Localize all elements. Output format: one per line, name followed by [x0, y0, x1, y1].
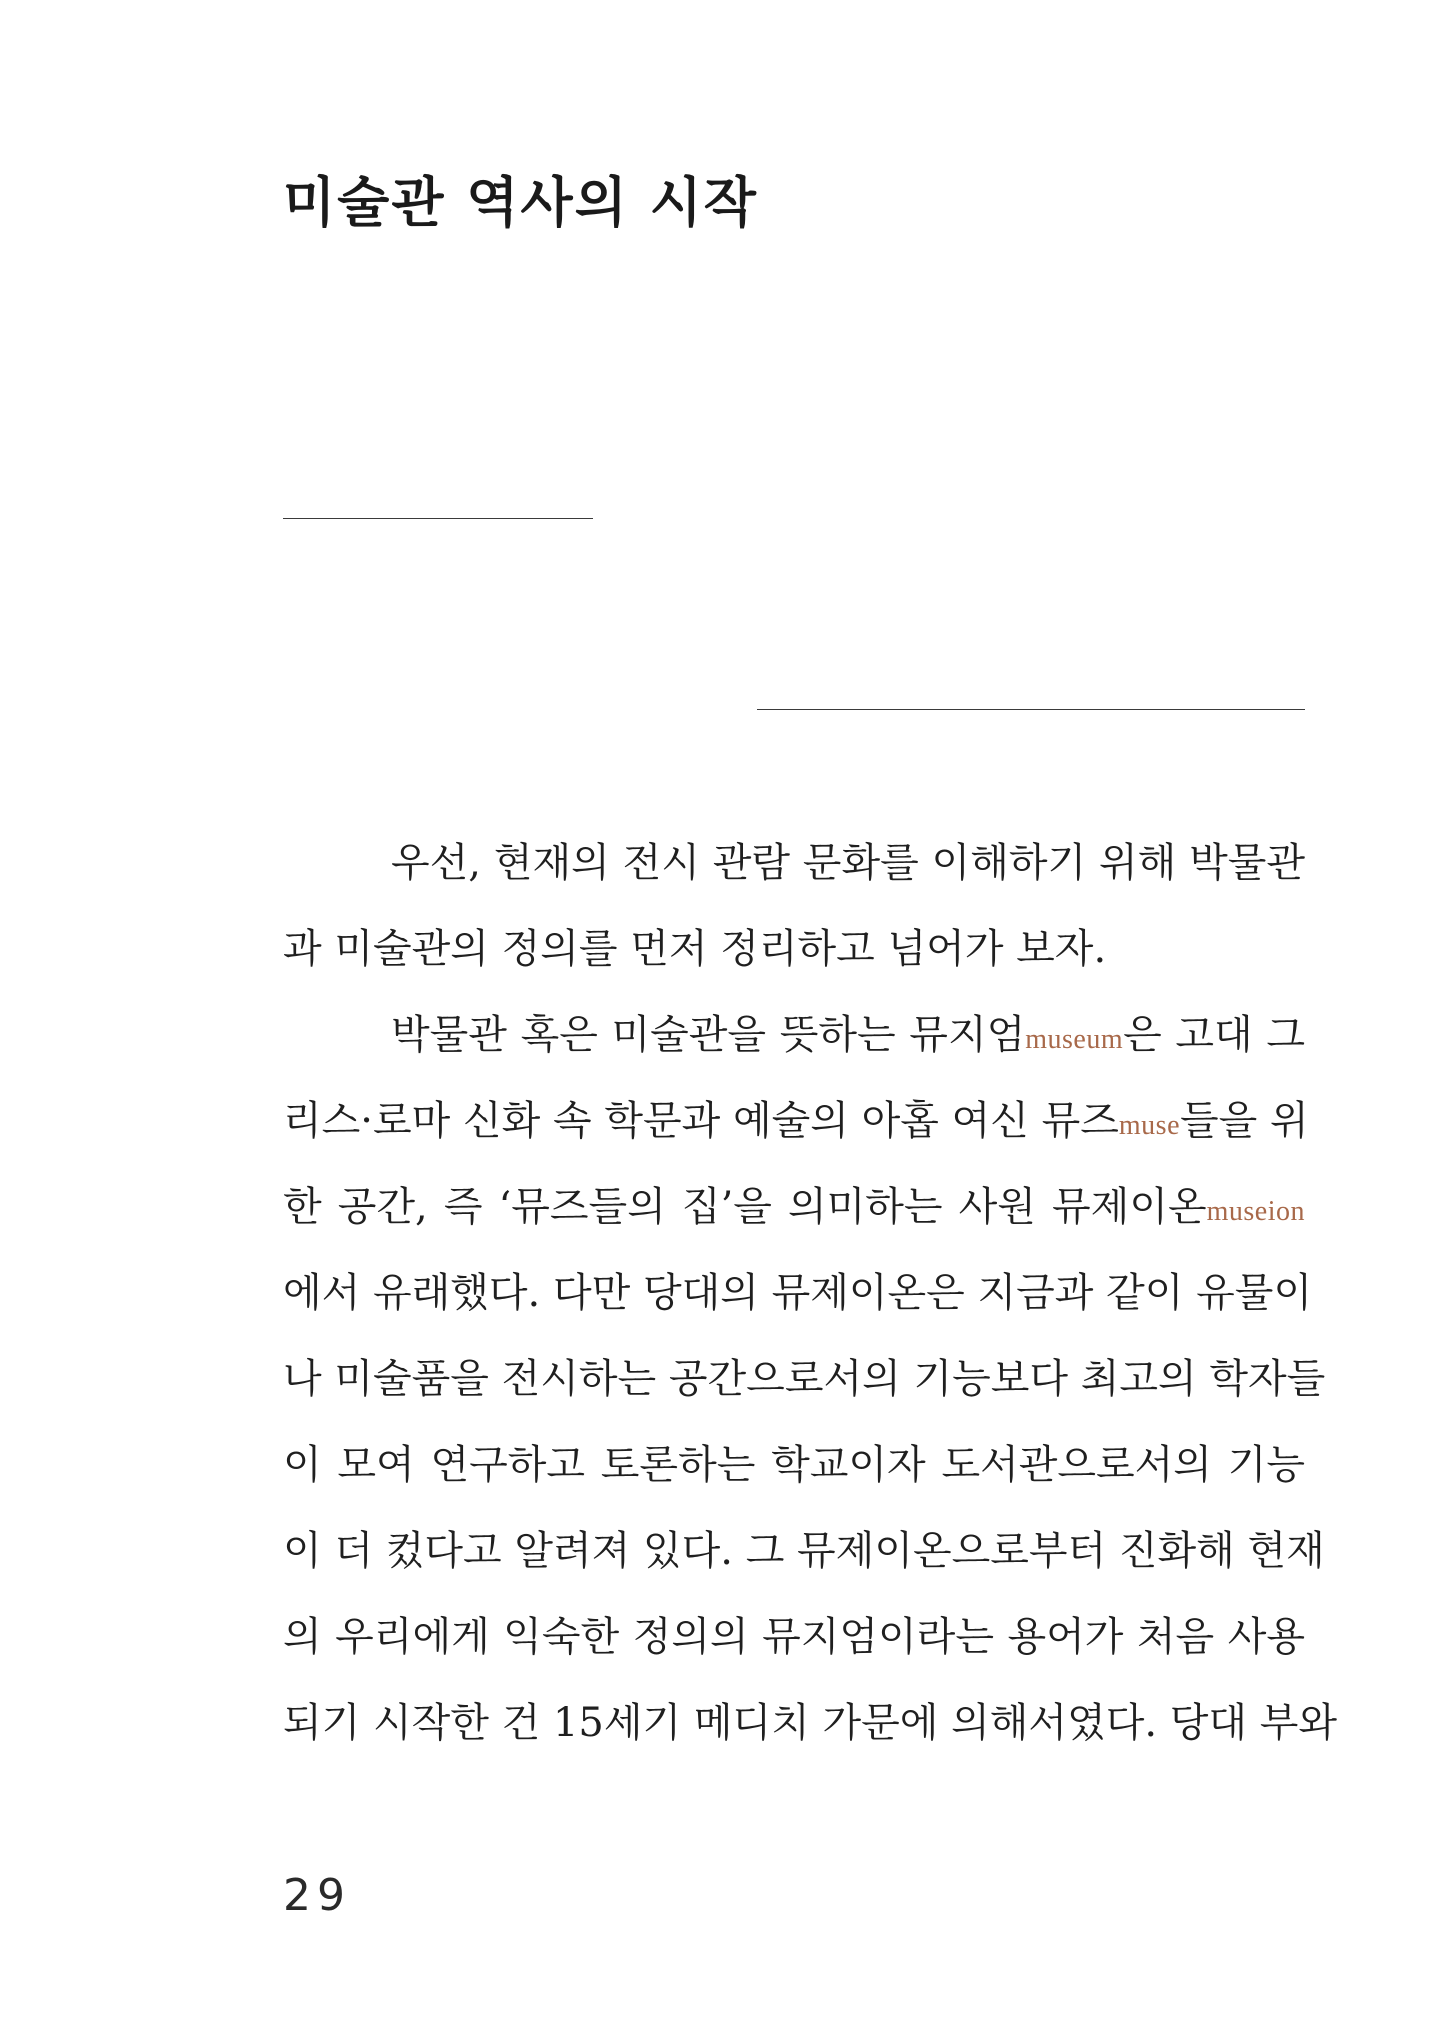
text-run: 들을 위: [1180, 1098, 1309, 1144]
paragraph-line: [283, 1164, 1305, 1250]
paragraph-line: [283, 992, 1305, 1078]
english-gloss: museum: [1025, 1024, 1124, 1055]
paragraph-line: 에서 유래했다. 다만 당대의 뮤제이온은 지금과 같이 유물이: [283, 1270, 1313, 1316]
text-run: 은 고대 그: [1123, 1012, 1305, 1058]
paragraph-line: 이 모여 연구하고 토론하는 학교이자 도서관으로서의 기능: [283, 1442, 1305, 1488]
paragraph-line: 나 미술품을 전시하는 공간으로서의 기능보다 최고의 학자들: [283, 1356, 1326, 1402]
title-divider-bottom: [757, 709, 1305, 710]
paragraph-line: [283, 1078, 1309, 1164]
text-run: 한 공간, 즉 ‘뮤즈들의 집’을 의미하는 사원 뮤제이온: [283, 1184, 1207, 1230]
paragraph-line: 의 우리에게 익숙한 정의의 뮤지엄이라는 용어가 처음 사용: [283, 1614, 1305, 1660]
chapter-title: 미술관 역사의 시작: [283, 171, 758, 234]
page-number: 29: [283, 1870, 351, 1921]
text-run: 박물관 혹은 미술관을 뜻하는 뮤지엄: [391, 1012, 1026, 1058]
paragraph-line: 되기 시작한 건 15세기 메디치 가문에 의해서였다. 당대 부와: [283, 1700, 1338, 1746]
text-run: 리스·로마 신화 속 학문과 예술의 아홉 여신 뮤즈: [283, 1098, 1119, 1144]
english-gloss: muse: [1118, 1110, 1180, 1141]
body-text: [283, 820, 1338, 1766]
paragraph-line: 이 더 컸다고 알려져 있다. 그 뮤제이온으로부터 진화해 현재: [283, 1528, 1325, 1574]
paragraph-line: 우선, 현재의 전시 관람 문화를 이해하기 위해 박물관: [391, 840, 1305, 886]
title-divider-top: [283, 518, 593, 519]
english-gloss: museion: [1206, 1196, 1305, 1227]
paragraph-line: 과 미술관의 정의를 먼저 정리하고 넘어가 보자.: [283, 926, 1107, 972]
